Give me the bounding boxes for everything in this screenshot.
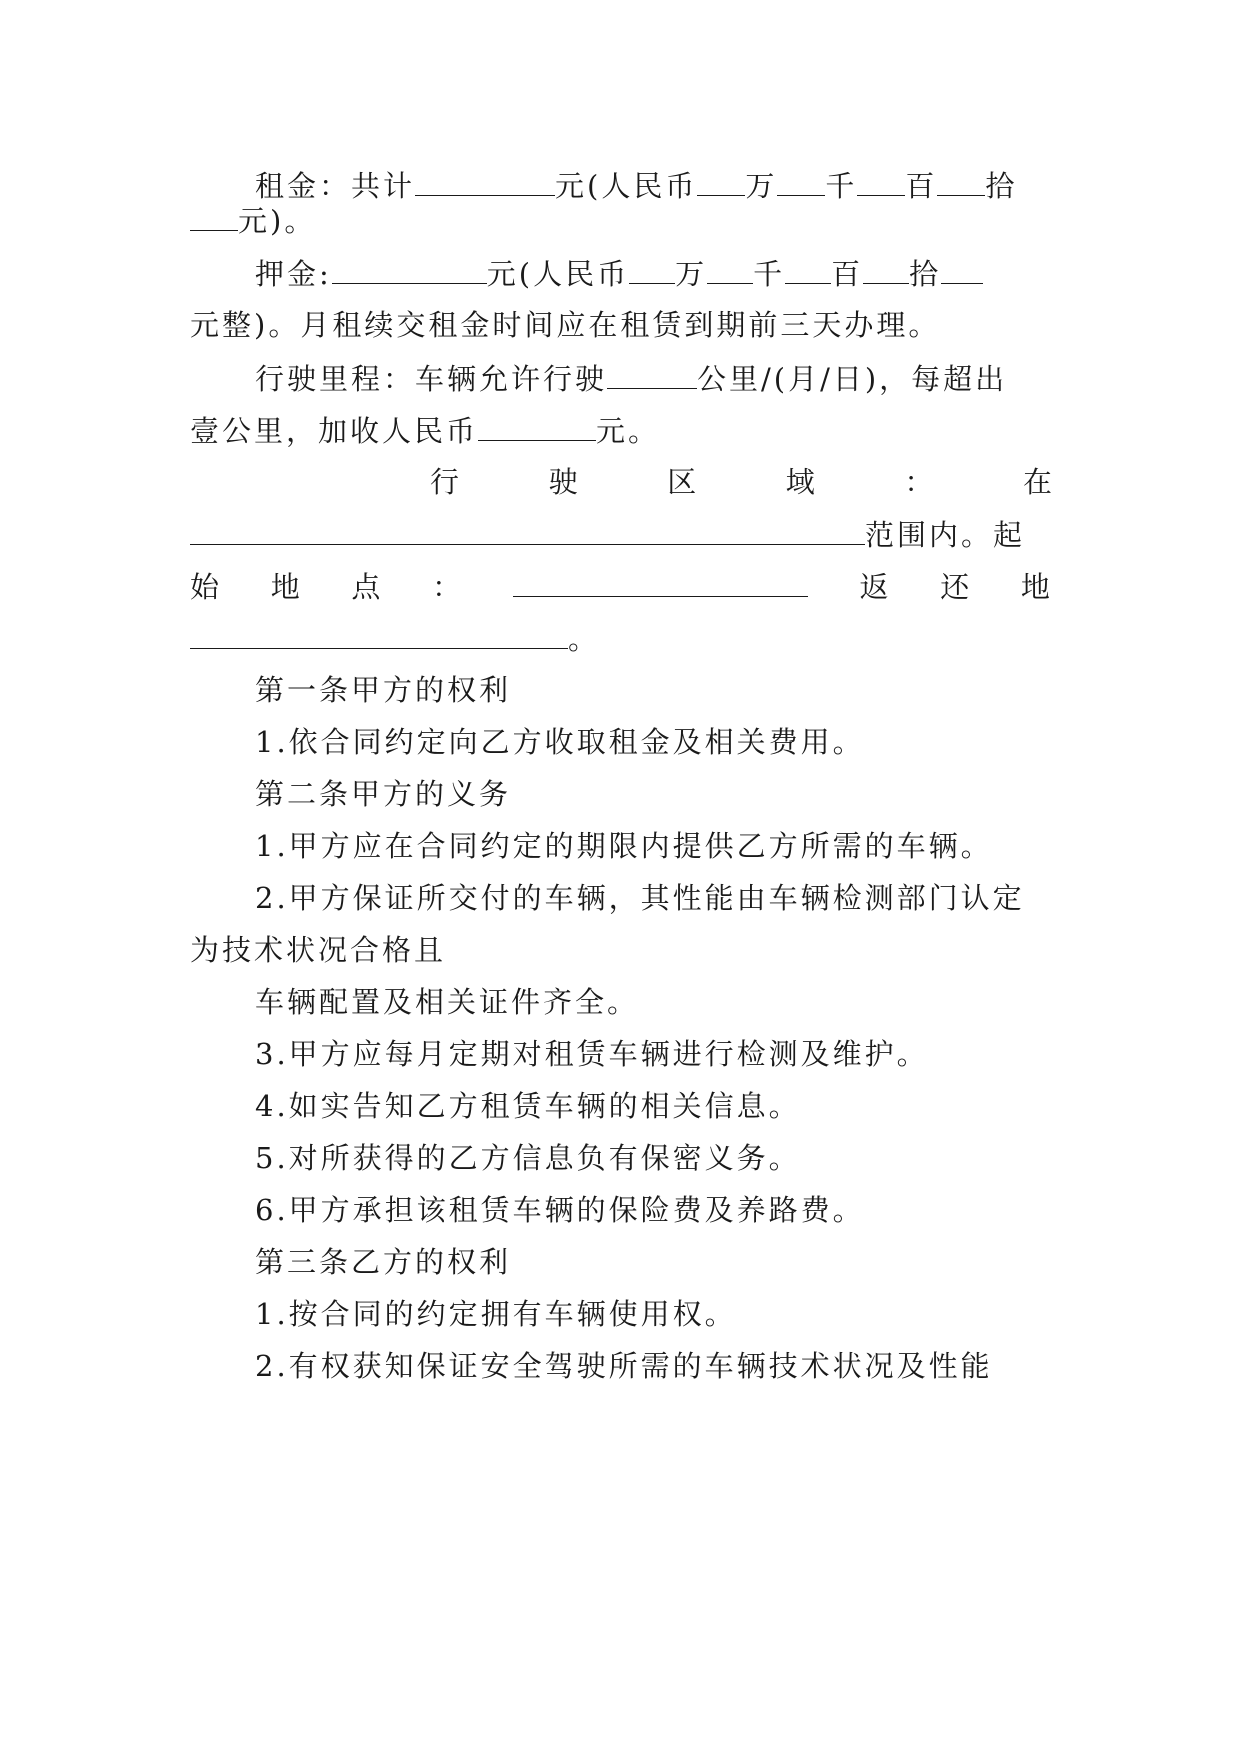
deposit-shi: 拾 [909,257,942,291]
rent-shi: 拾 [985,169,1018,203]
area-char: 区 [667,465,697,499]
deposit-rmb-label: 元(人民币 [486,257,630,291]
start-char: 点 [351,570,381,604]
article-item: 车辆配置及相关证件齐全。 [255,985,640,1019]
area-char: 驶 [548,465,578,499]
return-place-line [190,618,1050,658]
area-char: 在 [1022,465,1052,499]
return-place-blank [190,618,568,649]
area-range-end: 范围内。起 [865,518,1026,552]
start-return-line [190,566,1050,606]
deposit-bai: 百 [831,257,864,291]
mileage-extra-label: 壹公里，加收人民币 [190,414,479,448]
deposit-line [255,253,1050,293]
article-heading: 第一条甲方的权利 [255,673,512,707]
article-item: 3.甲方应每月定期对租赁车辆进行检测及维护。 [255,1037,929,1071]
article-item: 4.如实告知乙方租赁车辆的相关信息。 [255,1089,801,1123]
article-item: 1.按合同的约定拥有车辆使用权。 [255,1297,737,1331]
rent-line-2 [190,200,1050,240]
mileage-extra-end: 元。 [596,414,661,448]
start-char: 地 [270,570,300,604]
rent-label: 租金：共计 [255,169,416,203]
deposit-wan-blank [629,253,675,284]
return-char: 返 [859,570,889,604]
rent-yuan-blank [190,200,238,231]
rent-end: 元)。 [238,204,317,238]
deposit-wan: 万 [675,257,708,291]
deposit-shi-blank [863,253,909,284]
rent-rmb-label: 元(人民币 [555,169,698,203]
deposit-total-blank [332,253,487,284]
deposit-line-2 [190,305,1050,345]
deposit-label: 押金: [255,257,332,291]
deposit-bai-blank [785,253,831,284]
article-item: 5.对所获得的乙方信息负有保密义务。 [255,1141,801,1175]
return-char: 地 [1020,570,1050,604]
mileage-unit: 公里/(月/日)，每超出 [697,362,1008,396]
area-line [430,462,1052,502]
rent-wan: 万 [745,169,778,203]
rent-qian-blank [777,165,825,196]
article-item-continued: 为技术状况合格且 [190,933,447,967]
rent-line [255,165,1050,205]
start-char: 始 [190,570,220,604]
area-char: 域 [785,465,815,499]
area-range-blank [190,514,865,545]
rent-total-blank [415,165,555,196]
rent-bai-blank [857,165,905,196]
area-char: 行 [430,465,460,499]
area-range-line [190,514,1050,554]
rent-qian: 千 [825,169,858,203]
deposit-qian-blank [707,253,753,284]
article-item: 1.依合同约定向乙方收取租金及相关费用。 [255,725,865,759]
deposit-yuan-blank [941,253,983,284]
rent-wan-blank [697,165,745,196]
mileage-line-2 [190,410,1050,450]
article-item: 2.甲方保证所交付的车辆，其性能由车辆检测部门认定 [255,881,1025,915]
rent-bai: 百 [905,169,938,203]
mileage-blank [607,358,697,389]
article-heading: 第二条甲方的义务 [255,777,512,811]
return-char: 还 [940,570,970,604]
mileage-extra-blank [478,410,596,441]
rent-shi-blank [937,165,985,196]
area-char: ： [904,465,934,499]
start-char: ： [432,570,462,604]
mileage-line [255,358,1050,398]
deposit-end: 元整)。月租续交租金时间应在租赁到期前三天办理。 [190,308,941,342]
start-place-blank [513,566,808,597]
mileage-label: 行驶里程：车辆允许行驶 [255,362,608,396]
article-item: 6.甲方承担该租赁车辆的保险费及养路费。 [255,1193,865,1227]
article-item: 2.有权获知保证安全驾驶所需的车辆技术状况及性能 [255,1349,993,1383]
article-item: 1.甲方应在合同约定的期限内提供乙方所需的车辆。 [255,829,993,863]
return-place-end: 。 [568,622,601,656]
deposit-qian: 千 [753,257,786,291]
article-heading: 第三条乙方的权利 [255,1245,512,1279]
